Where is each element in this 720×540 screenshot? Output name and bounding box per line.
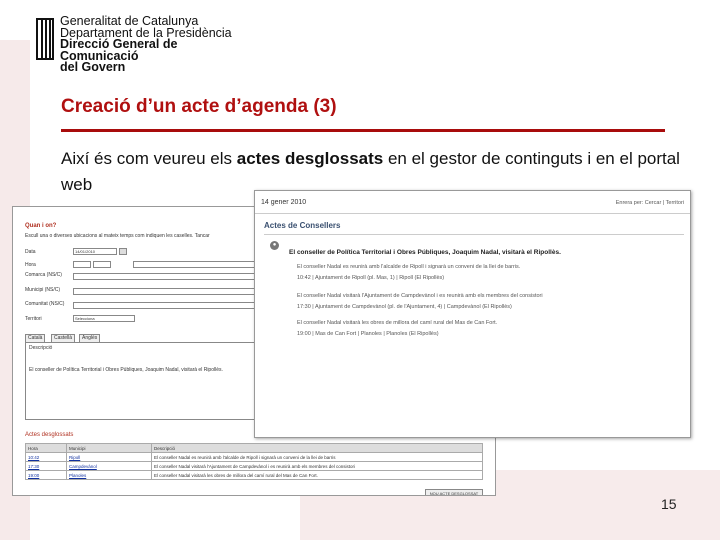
tab-catala[interactable]: Català (25, 334, 45, 343)
logo-line: Departament de la Presidència (60, 25, 232, 40)
new-act-button[interactable]: NOU ACTE DESGLOSSAT (425, 489, 483, 496)
intro-bold: actes desglossats (236, 149, 384, 168)
act-item-details: 10:42 | Ajuntament de Ripoll (pl. Mas, 1) | Ripoll (El Ripollès) (297, 275, 445, 281)
generalitat-logo (30, 14, 258, 74)
territori-select[interactable]: Selecciona (73, 315, 135, 322)
logo-line: Generalitat de Catalunya (60, 14, 199, 28)
senyera-icon (36, 18, 54, 60)
field-label: Territori (25, 316, 42, 322)
page-number: 15 (661, 496, 677, 512)
portal-header (255, 191, 690, 214)
row-time-link[interactable]: 10:42 (26, 453, 67, 462)
intro-before: Així és com veureu els (61, 149, 237, 168)
minute-select[interactable] (93, 261, 111, 268)
form-section-title: Quan i on? (25, 223, 57, 229)
row-place-link[interactable]: Campdevànol (67, 462, 152, 471)
row-time-link[interactable]: 19:00 (26, 471, 67, 480)
portal-web-screenshot (254, 190, 691, 438)
hour-select[interactable] (73, 261, 91, 268)
row-place-link[interactable]: Ripoll (67, 453, 152, 462)
intro-after: en el gestor de continguts i en el portal web (61, 149, 680, 194)
title-underline (61, 129, 665, 132)
table-title: Actes desglossats (25, 432, 74, 438)
section-divider (264, 234, 684, 235)
field-label: Comunitat (NS/C) (25, 301, 65, 307)
calendar-icon[interactable] (119, 248, 127, 255)
row-time-link[interactable]: 17:30 (26, 462, 67, 471)
row-description: El conseller Nadal visitarà les obres de millora del camí rural del Mas de Can Fort. (152, 471, 483, 480)
acts-table (25, 443, 483, 480)
speaker-icon: ● (270, 241, 279, 250)
section-title: Actes de Consellers (264, 221, 341, 230)
back-links[interactable]: Enrera per: Cercar | Territori (615, 200, 684, 206)
table-row (26, 462, 483, 471)
date-input[interactable]: 14/01/2010 (73, 248, 117, 255)
act-item-details: 19:00 | Mas de Can Fort | Planoles | Planoles (El Ripollès) (297, 331, 439, 337)
tab-angles[interactable]: Anglès (79, 334, 100, 343)
field-label: Municipi (NS/C) (25, 287, 61, 293)
editor-label: Descripció (29, 345, 53, 351)
editor-text[interactable]: El conseller de Política Territorial i Obres Públiques, Joaquim Nadal, visitarà el Ripollès. (29, 367, 223, 373)
table-header-row (26, 444, 483, 453)
row-place-link[interactable]: Planoles (67, 471, 152, 480)
portal-date: 14 gener 2010 (261, 199, 307, 206)
field-label: Data (25, 249, 36, 255)
act-item: El conseller Nadal es reunirà amb l'alcalde de Ripoll i signarà un conveni de la llei de barris. (297, 264, 521, 270)
act-headline[interactable]: El conseller de Política Territorial i Obres Públiques, Joaquim Nadal, visitarà el Ripollès. (289, 249, 561, 256)
slide-title: Creació d’un acte d’agenda (3) (61, 96, 337, 117)
tab-castella[interactable]: Castellà (51, 334, 75, 343)
row-description: El conseller Nadal visitarà l'Ajuntament de Campdevànol i es reunirà amb els membres del consistori (152, 462, 483, 471)
act-item-details: 17:30 | Ajuntament de Campdevànol (pl. de l'Ajuntament, 4) | Campdevànol (El Ripollès) (297, 304, 512, 310)
field-label: Hora (25, 262, 36, 268)
act-item: El conseller Nadal visitarà l'Ajuntament de Campdevànol i es reunirà amb els membres del consistori (297, 293, 543, 299)
column-header: Municipi (67, 444, 152, 453)
column-header: Hora (26, 444, 67, 453)
logo-line: del Govern (60, 60, 126, 74)
table-row (26, 471, 483, 480)
column-header: Descripció (152, 444, 483, 453)
logo-line: Direcció General de Comunicació (60, 37, 178, 63)
row-description: El conseller Nadal es reunirà amb l'alcalde de Ripoll i signarà un conveni de la llei de barris (152, 453, 483, 462)
table-row (26, 453, 483, 462)
logo-text (60, 16, 258, 74)
field-label: Comarca (NS/C) (25, 272, 62, 278)
act-item: El conseller Nadal visitarà les obres de millora del camí rural del Mas de Can Fort. (297, 320, 498, 326)
form-description: Escull una o diverses ubicacions al mateix temps com indiquen les caselles. Tancar (25, 233, 210, 239)
